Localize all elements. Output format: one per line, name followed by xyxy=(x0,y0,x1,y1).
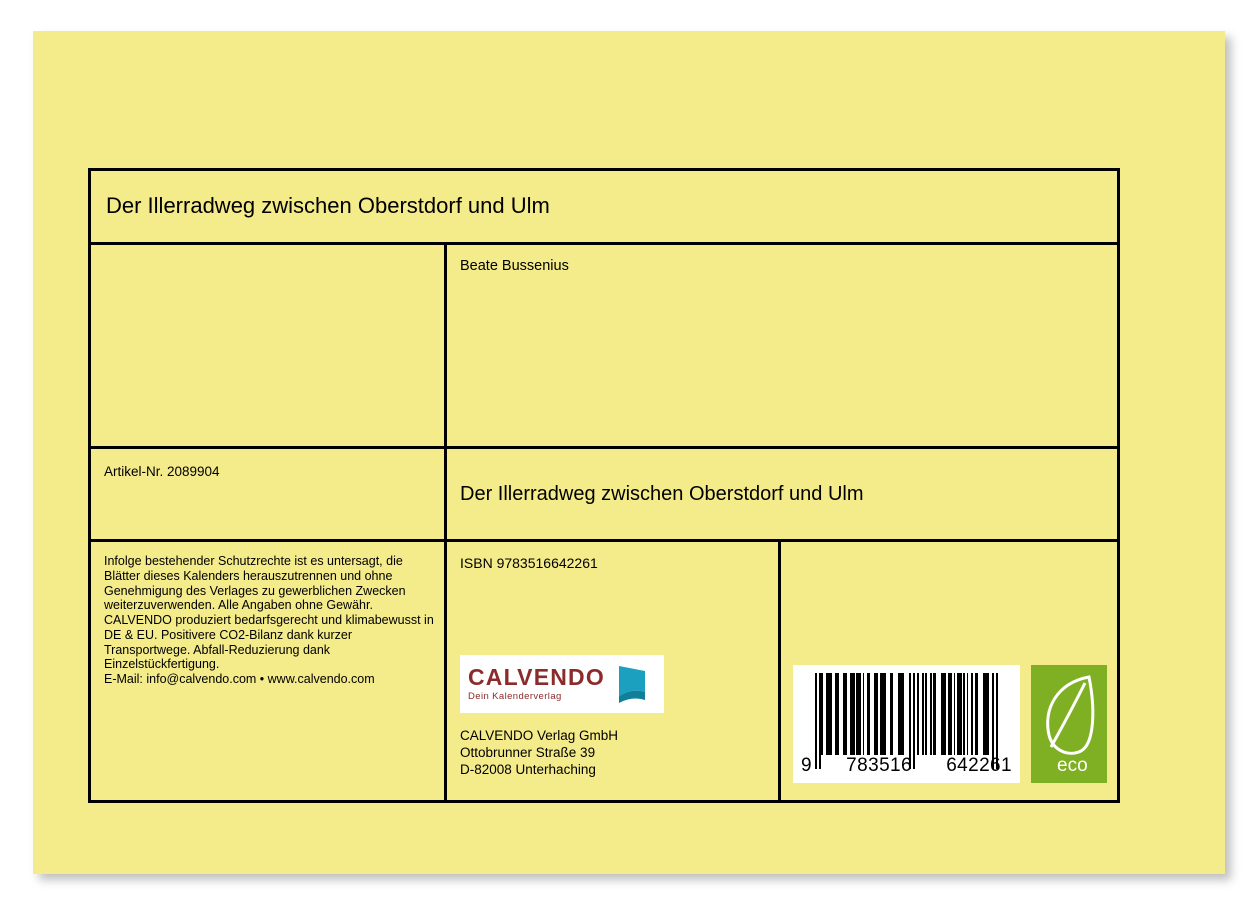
publisher-address xyxy=(460,728,618,779)
page-title: Der Illerradweg zwischen Oberstdorf und Ulm xyxy=(106,193,550,219)
author-row xyxy=(91,245,1117,449)
publisher-line-3: D-82008 Unterhaching xyxy=(460,761,596,777)
barcode-digits xyxy=(801,755,1012,777)
isbn-number: ISBN 9783516642261 xyxy=(460,555,598,571)
legal-paragraph-1: Infolge bestehender Schutzrechte ist es untersagt, die Blätter dieses Kalenders herauszutrennen und ohne Genehmigung des Verlages zu gewerblichen Zwecken weiterzuverwenden. Alle Angaben ohne Gewähr. xyxy=(104,554,406,613)
calvendo-logo-name: CALVENDO xyxy=(468,664,605,691)
eco-badge xyxy=(1031,665,1107,783)
calendar-back-cover-page xyxy=(33,31,1225,874)
legal-paragraph-2: CALVENDO produziert bedarfsgerecht und klimabewusst in DE & EU. Positivere CO2-Bilanz dank kurzer Transportwege. Abfall-Reduzierung dank Einzelstückfertigung. xyxy=(104,613,434,672)
imprint-table xyxy=(88,168,1120,803)
calvendo-logo xyxy=(460,655,664,713)
legal-notice xyxy=(91,542,447,800)
calvendo-logo-text xyxy=(468,666,605,702)
ean-barcode xyxy=(793,665,1020,783)
title-row xyxy=(91,171,1117,245)
eco-badge-label: eco xyxy=(1057,755,1088,776)
publisher-line-2: Ottobrunner Straße 39 xyxy=(460,744,596,760)
author-name: Beate Bussenius xyxy=(460,258,569,274)
calvendo-mark-icon xyxy=(615,662,649,707)
cover-image-placeholder xyxy=(91,245,447,446)
legal-paragraph-3: E-Mail: info@calvendo.com • www.calvendo.com xyxy=(104,672,375,686)
barcode-bars xyxy=(815,673,998,755)
article-number: Artikel-Nr. 2089904 xyxy=(91,449,447,539)
leaf-icon xyxy=(1039,673,1097,766)
barcode-lead-digit: 9 xyxy=(801,755,812,776)
isbn-and-publisher-cell xyxy=(447,542,781,800)
article-row xyxy=(91,449,1117,542)
barcode-group-right: 642261 xyxy=(946,755,1012,776)
product-subtitle: Der Illerradweg zwischen Oberstdorf und Ulm xyxy=(460,482,864,505)
publisher-line-1: CALVENDO Verlag GmbH xyxy=(460,728,619,743)
footer-row xyxy=(91,542,1117,800)
barcode-cell xyxy=(781,542,1117,800)
barcode-group-left: 783516 xyxy=(846,755,912,776)
calvendo-logo-tagline: Dein Kalenderverlag xyxy=(468,691,562,703)
